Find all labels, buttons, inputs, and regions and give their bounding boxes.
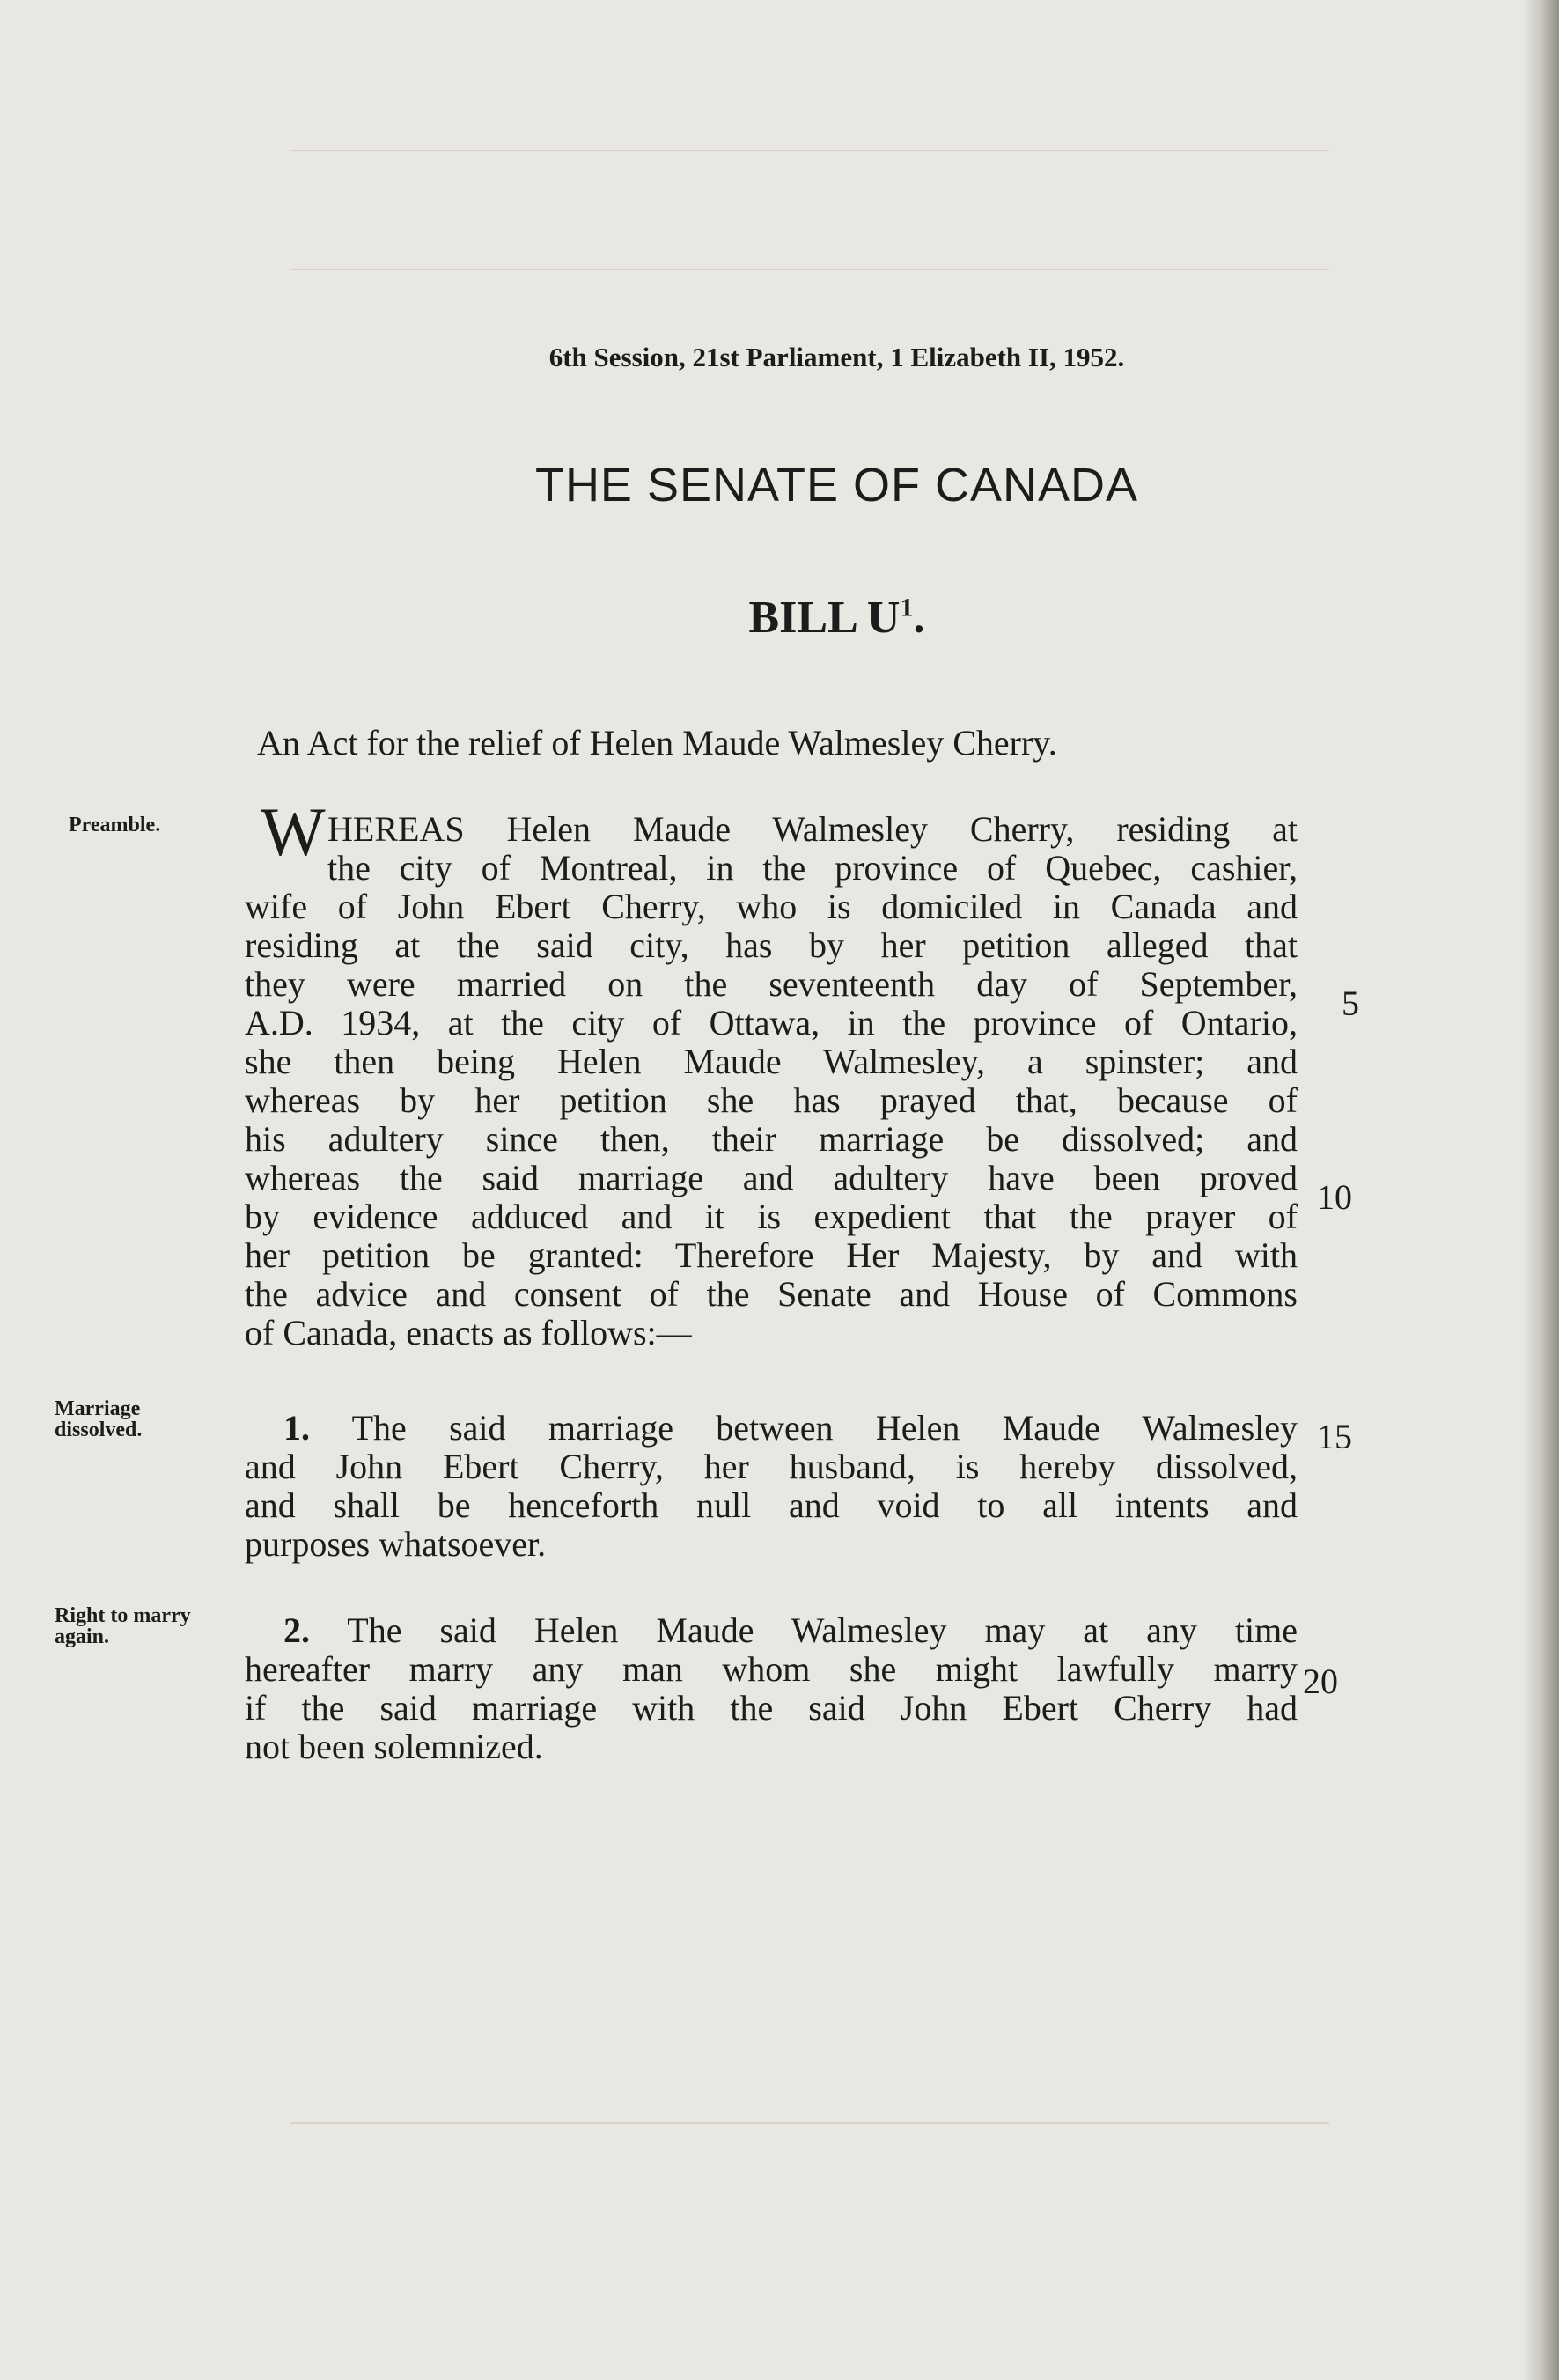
preamble-line: whereas by her petition she has prayed that, because of: [245, 1080, 1298, 1120]
preamble-dropcap: W: [261, 793, 326, 870]
preamble-line: the city of Montreal, in the province of Quebec, cashier,: [327, 848, 1298, 888]
section-1-number: 1.: [283, 1408, 310, 1448]
preamble-line: his adultery since then, their marriage be dissolved; and: [245, 1119, 1298, 1159]
preamble-line: they were married on the seventeenth day of September,: [245, 964, 1298, 1004]
section-1-line: and John Ebert Cherry, her husband, is hereby dissolved,: [245, 1447, 1298, 1486]
section-1-line: and shall be henceforth null and void to all intents and: [245, 1485, 1298, 1525]
preamble-line: HEREAS Helen Maude Walmesley Cherry, residing at: [327, 809, 1298, 849]
bill-title-period: .: [913, 593, 925, 643]
section-2-text: The said Helen Maude Walmesley may at any time: [347, 1610, 1298, 1650]
session-heading: 6th Session, 21st Parliament, 1 Elizabeth II, 1952.: [548, 342, 1125, 372]
act-title: An Act for the relief of Helen Maude Walmesley Cherry.: [257, 723, 1057, 763]
bleed-through-rule: [290, 2122, 1329, 2124]
preamble-line: of Canada, enacts as follows:—: [245, 1313, 692, 1352]
section-2-line: not been solemnized.: [245, 1727, 543, 1766]
preamble-line: by evidence adduced and it is expedient that the prayer of: [245, 1197, 1298, 1236]
margin-note-right-to-marry: Right to marry again.: [55, 1604, 191, 1648]
margin-note-marriage-dissolved: Marriage dissolved.: [55, 1397, 143, 1441]
line-number-5: 5: [1342, 984, 1359, 1023]
section-2-line: if the said marriage with the said John Ebert Cherry had: [245, 1688, 1298, 1728]
bill-title-superscript: 1: [900, 593, 914, 623]
section-2-number: 2.: [283, 1610, 310, 1650]
preamble-line: whereas the said marriage and adultery have been proved: [245, 1158, 1298, 1197]
section-1-text: The said marriage between Helen Maude Walmesley: [351, 1408, 1298, 1448]
preamble-line: her petition be granted: Therefore Her Majesty, by and with: [245, 1235, 1298, 1275]
section-1-line: [283, 1409, 1298, 1448]
line-number-10: 10: [1317, 1177, 1352, 1217]
preamble-line: the advice and consent of the Senate and House of Commons: [245, 1274, 1298, 1314]
bill-title-main: BILL U: [748, 593, 901, 643]
section-2-line: [283, 1611, 1298, 1650]
preamble-line: A.D. 1934, at the city of Ottawa, in the province of Ontario,: [245, 1003, 1298, 1043]
preamble-line: she then being Helen Maude Walmesley, a spinster; and: [245, 1042, 1298, 1081]
margin-note-preamble: Preamble.: [69, 814, 161, 836]
bill-title: [0, 592, 1559, 644]
senate-title: THE SENATE OF CANADA: [534, 459, 1139, 512]
line-number-15: 15: [1317, 1417, 1352, 1456]
section-2-line: hereafter marry any man whom she might lawfully marry: [245, 1649, 1298, 1689]
preamble-line: wife of John Ebert Cherry, who is domiciled in Canada and: [245, 887, 1298, 926]
bleed-through-rule: [290, 150, 1329, 151]
preamble-line: residing at the said city, has by her petition alleged that: [245, 925, 1298, 965]
bleed-through-rule: [290, 269, 1329, 270]
line-number-20: 20: [1303, 1662, 1338, 1701]
section-1-line: purposes whatsoever.: [245, 1524, 547, 1564]
